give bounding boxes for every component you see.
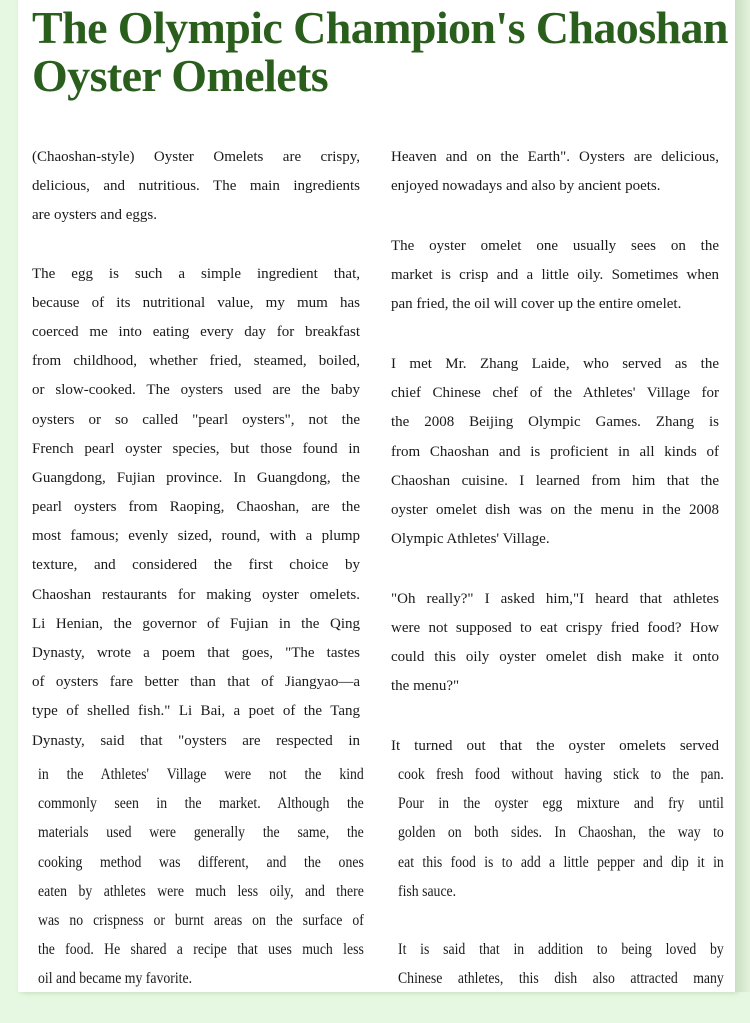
text-line: The egg is such a simple ingredient that, bbox=[32, 265, 360, 282]
text-line: Dynasty, said that "oysters are respected in bbox=[32, 732, 360, 749]
text-line: most famous; evenly sized, round, with a plump bbox=[32, 528, 360, 545]
text-line: from childhood, whether fried, steamed, boiled, bbox=[32, 353, 360, 370]
text-line: delicious, and nutritious. The main ingredients bbox=[32, 178, 360, 195]
paragraph bbox=[398, 760, 724, 906]
text-line: because of its nutritional value, my mum has bbox=[32, 294, 360, 311]
text-line: cooking method was different, and the ones bbox=[38, 853, 364, 871]
paragraph bbox=[391, 585, 719, 702]
text-line: pan fried, the oil will cover up the entire omelet. bbox=[391, 296, 682, 313]
paragraph bbox=[391, 232, 719, 320]
text-line: chief Chinese chef of the Athletes' Village for bbox=[391, 385, 719, 402]
text-line: or slow-cooked. The oysters used are the baby bbox=[32, 382, 360, 399]
title-line: Oyster Omelets bbox=[32, 50, 329, 101]
text-line: eat this food is to add a little pepper and dip it in bbox=[398, 853, 724, 871]
text-line: are oysters and eggs. bbox=[32, 207, 157, 224]
text-line: Pour in the oyster egg mixture and fry until bbox=[398, 795, 724, 813]
text-line: type of shelled fish." Li Bai, a poet of the Tang bbox=[32, 703, 360, 720]
text-line: Chinese athletes, this dish also attracted many bbox=[398, 970, 724, 988]
title-line: The Olympic Champion's Chaoshan bbox=[32, 2, 728, 53]
paragraph bbox=[391, 143, 719, 201]
text-line: (Chaoshan-style) Oyster Omelets are crispy, bbox=[32, 149, 360, 165]
text-column-lower-left bbox=[38, 760, 364, 1023]
text-line: Dynasty, wrote a poem that goes, "The tastes bbox=[32, 645, 360, 661]
text-line: materials used were generally the same, the bbox=[38, 824, 364, 842]
text-line: the food. He shared a recipe that uses much less bbox=[38, 941, 364, 959]
text-line: cook fresh food without having stick to the pan. bbox=[398, 766, 724, 783]
text-line: oyster omelet dish was on the menu in the 2008 bbox=[391, 501, 719, 518]
text-line: oysters or so called "pearl oysters", not the bbox=[32, 411, 360, 428]
text-column-upper-right bbox=[391, 143, 719, 792]
text-line: fish sauce. bbox=[398, 882, 457, 900]
text-line: the menu?" bbox=[391, 678, 460, 695]
paragraph bbox=[391, 732, 719, 761]
text-line: in the Athletes' Village were not the kind bbox=[38, 766, 364, 783]
text-line: pearl oysters from Raoping, Chaoshan, are the bbox=[32, 499, 360, 516]
text-line: was no crispness or burnt areas on the surface of bbox=[38, 911, 364, 929]
text-line: from Chaoshan and is proficient in all kinds of bbox=[391, 443, 719, 460]
text-line: coerced me into eating every day for breakfast bbox=[32, 323, 360, 340]
text-line: The oyster omelet one usually sees on the bbox=[391, 237, 719, 254]
text-column-lower-right bbox=[398, 760, 724, 1022]
text-line: market is crisp and a little oily. Sometimes when bbox=[391, 267, 719, 284]
paragraph bbox=[32, 143, 360, 231]
text-line: commonly seen in the market. Although the bbox=[38, 795, 364, 813]
text-line: oil and became my favorite. bbox=[38, 970, 193, 988]
text-line: Chaoshan restaurants for making oyster omelets. bbox=[32, 586, 360, 603]
text-line: eaten by athletes were much less oily, and there bbox=[38, 882, 364, 900]
text-line: "Oh really?" I asked him,"I heard that athletes bbox=[391, 590, 719, 607]
text-line: texture, and considered the first choice by bbox=[32, 557, 360, 574]
text-line: Chaoshan cuisine. I learned from him that the bbox=[391, 472, 719, 489]
text-line: Li Henian, the governor of Fujian in the Qing bbox=[32, 615, 360, 632]
text-line: enjoyed nowadays and also by ancient poets. bbox=[391, 178, 661, 195]
text-line: of oysters fare better than that of Jiangyao—a bbox=[32, 674, 360, 691]
article-title bbox=[32, 4, 728, 100]
text-column-upper-left bbox=[32, 143, 360, 785]
text-line: could this oily oyster omelet dish make it onto bbox=[391, 649, 719, 666]
paragraph bbox=[398, 935, 724, 993]
text-line: Heaven and on the Earth". Oysters are delicious, bbox=[391, 149, 719, 165]
paragraph bbox=[32, 260, 360, 756]
text-line: French pearl oyster species, but those found in bbox=[32, 440, 360, 457]
text-line: It turned out that the oyster omelets served bbox=[391, 738, 719, 754]
page-edge-shadow bbox=[735, 0, 750, 992]
text-line: Olympic Athletes' Village. bbox=[391, 531, 550, 548]
paragraph bbox=[38, 760, 364, 994]
text-line: were not supposed to eat crispy fried food? How bbox=[391, 619, 719, 636]
text-line: I met Mr. Zhang Laide, who served as the bbox=[391, 355, 719, 372]
text-line: Guangdong, Fujian province. In Guangdong, the bbox=[32, 469, 360, 486]
text-line: the 2008 Beijing Olympic Games. Zhang is bbox=[391, 414, 719, 431]
text-line: It is said that in addition to being loved by bbox=[398, 940, 724, 958]
paragraph bbox=[391, 350, 719, 554]
text-line: golden on both sides. In Chaoshan, the way to bbox=[398, 824, 724, 842]
